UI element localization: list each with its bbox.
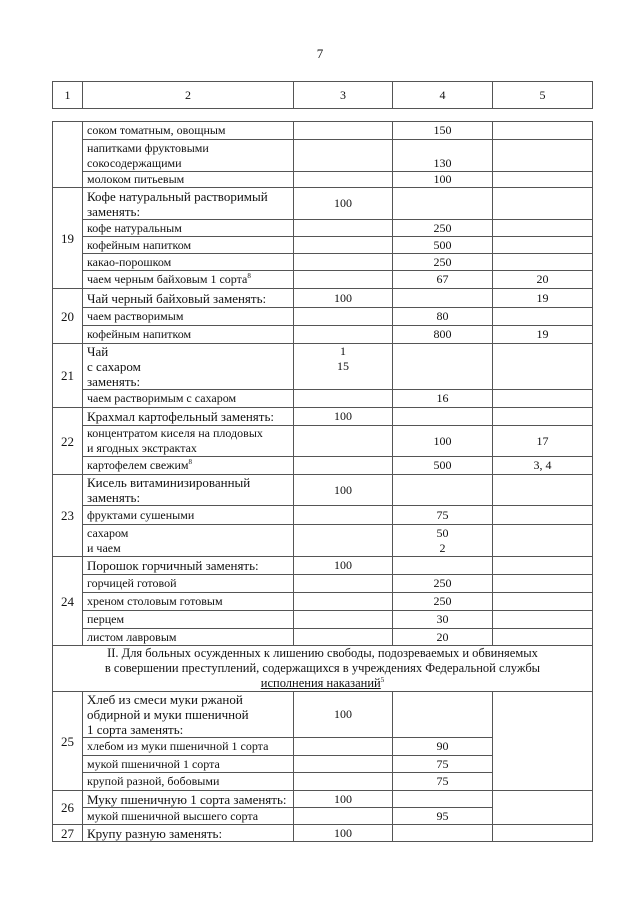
col5-value [493,629,593,646]
product-name: хреном столовым готовым [83,593,294,611]
col5-value: 17 [493,426,593,457]
product-name [83,457,294,475]
table-row [53,525,593,557]
table-row [53,308,593,326]
footnote-mark: 5 [380,675,385,684]
col4-value [393,557,493,575]
product-name-text: картофелем свежим [87,458,189,472]
product-name-line: Кофе натуральный растворимый [87,188,268,204]
col3-value [294,773,393,791]
col4-value [393,188,493,220]
col5-value [493,344,593,390]
col3-value [294,344,393,390]
col5-value [493,140,593,172]
value-line: 2 [439,540,446,555]
product-name-line: Чай [87,344,109,359]
table-row [53,172,593,188]
col3-value: 100 [294,188,393,220]
col3-value: 100 [294,791,393,808]
footnote-mark: 8 [188,458,192,466]
table-row [53,629,593,646]
product-name-line: концентратом киселя на плодовых [87,426,263,440]
col4-value: 250 [393,220,493,237]
col3-value [294,426,393,457]
product-name: листом лавровым [83,629,294,646]
col3-value [294,308,393,326]
col5-value [493,408,593,426]
col4-value [393,692,493,738]
product-name: мукой пшеничной высшего сорта [83,808,294,825]
row-number-cell: 20 [53,289,83,344]
product-name: Муку пшеничную 1 сорта заменять: [83,791,294,808]
table-row [53,611,593,629]
col5-value [493,237,593,254]
table-row [53,390,593,408]
product-name [83,271,294,289]
section-heading-line: в совершении преступлений, содержащихся в учреждениях Федеральной службы [104,661,541,675]
col5-value [493,122,593,140]
col3-value [294,254,393,271]
row-number-cell: 24 [53,557,83,646]
col4-value [393,408,493,426]
col3-value [294,506,393,525]
product-name [83,140,294,172]
product-name-line: обдирной и муки пшеничной [87,707,249,722]
table-row [53,344,593,390]
product-name: хлебом из муки пшеничной 1 сорта [83,738,294,756]
col5-value [493,254,593,271]
product-name-line: заменять: [87,490,141,505]
product-name: кофейным напитком [83,237,294,254]
col5-value [493,525,593,557]
col4-value [393,791,493,808]
section-heading-row [53,646,593,692]
col5-value [493,172,593,188]
table-row [53,289,593,308]
table-row [53,506,593,525]
product-name: кофе натуральным [83,220,294,237]
table-row [53,791,593,808]
col4-value [393,825,493,842]
col4-value: 130 [393,140,493,172]
col4-value: 250 [393,254,493,271]
product-name: Крахмал картофельный заменять: [83,408,294,426]
product-name-line: Кисель витаминизированный [87,475,251,490]
column-header-5: 5 [493,82,593,109]
col5-value [493,557,593,575]
table-row [53,457,593,475]
product-name: мукой пшеничной 1 сорта [83,756,294,773]
col5-value [493,308,593,326]
section-heading-line: исполнения наказаний [260,676,381,690]
table-row [53,140,593,172]
col4-value: 250 [393,593,493,611]
product-name: соком томатным, овощным [83,122,294,140]
table-row [53,122,593,140]
col3-value [294,457,393,475]
col5-value [493,475,593,506]
product-name [83,426,294,457]
col4-value: 20 [393,629,493,646]
col3-value [294,271,393,289]
col4-value [393,475,493,506]
col5-value: 19 [493,326,593,344]
col3-value: 100 [294,475,393,506]
table-row [53,254,593,271]
col5-value [493,593,593,611]
product-name-line: 1 сорта заменять: [87,722,184,737]
col3-value [294,326,393,344]
footnote-mark: 8 [247,272,251,280]
col5-value: 19 [493,289,593,308]
row-number-cell: 25 [53,692,83,791]
row-number-cell [53,122,83,188]
row-number-cell: 22 [53,408,83,475]
column-header-row [53,82,593,109]
col4-value: 75 [393,773,493,791]
table-row [53,408,593,426]
table-row [53,575,593,593]
col5-value: 20 [493,271,593,289]
product-name [83,475,294,506]
product-name-line: и ягодных экстрактах [87,441,197,455]
product-name-line: Хлеб из смеси муки ржаной [87,692,243,707]
product-name: молоком питьевым [83,172,294,188]
col5-value [493,506,593,525]
product-name-line: заменять: [87,374,141,389]
table-row [53,593,593,611]
product-name [83,525,294,557]
row-number-cell: 21 [53,344,83,408]
col4-value: 150 [393,122,493,140]
col4-value: 500 [393,237,493,254]
product-name: Порошок горчичный заменять: [83,557,294,575]
col4-value: 30 [393,611,493,629]
col4-value: 95 [393,808,493,825]
table-row [53,237,593,254]
table-row [53,220,593,237]
col4-value: 90 [393,738,493,756]
row-number-cell: 19 [53,188,83,289]
col3-value: 100 [294,289,393,308]
col3-value [294,575,393,593]
col5-value [493,188,593,220]
column-header-4: 4 [393,82,493,109]
product-name [83,692,294,738]
value-line: 50 [436,525,449,540]
product-name-line: с сахаром [87,359,141,374]
row-number-cell: 23 [53,475,83,557]
col3-value [294,237,393,254]
section-heading-line: II. Для больных осужденных к лишению свободы, подозреваемых и обвиняемых [107,646,538,660]
product-name-line: напитками фруктовыми [87,140,209,155]
col5-value [493,220,593,237]
col4-value: 800 [393,326,493,344]
col3-value: 100 [294,825,393,842]
product-name [83,344,294,390]
product-name-text: чаем черным байховым 1 сорта [87,272,248,286]
col4-value: 250 [393,575,493,593]
product-name: крупой разной, бобовыми [83,773,294,791]
col5-value [493,575,593,593]
col3-value [294,808,393,825]
product-name: перцем [83,611,294,629]
col3-value: 100 [294,557,393,575]
col3-value [294,172,393,188]
value-line: 1 [340,344,346,358]
col3-value [294,611,393,629]
table-row [53,825,593,842]
product-name: Чай черный байховый заменять: [83,289,294,308]
col5-value [493,791,593,825]
col3-value [294,390,393,408]
col3-value [294,756,393,773]
col3-value [294,140,393,172]
col3-value [294,738,393,756]
product-name: горчицей готовой [83,575,294,593]
column-header-table [52,81,593,109]
product-name: Крупу разную заменять: [83,825,294,842]
product-name-line: и чаем [87,540,121,555]
col3-value [294,220,393,237]
col4-value: 500 [393,457,493,475]
table-row [53,426,593,457]
product-name-line: сахаром [87,525,129,540]
col4-value: 67 [393,271,493,289]
product-name: чаем растворимым [83,308,294,326]
table-row [53,475,593,506]
table-row [53,271,593,289]
row-number-cell: 27 [53,825,83,842]
table-row [53,326,593,344]
col3-value [294,629,393,646]
col5-value [493,611,593,629]
column-header-2: 2 [83,82,294,109]
col4-value [393,525,493,557]
col4-value: 16 [393,390,493,408]
col4-value: 100 [393,426,493,457]
product-name-line: сокосодержащими [87,155,182,170]
col4-value: 80 [393,308,493,326]
col3-value: 100 [294,692,393,738]
col3-value: 100 [294,408,393,426]
product-name: кофейным напитком [83,326,294,344]
column-header-1: 1 [53,82,83,109]
row-number-cell: 26 [53,791,83,825]
product-name: чаем растворимым с сахаром [83,390,294,408]
col5-value [493,692,593,791]
table-row [53,557,593,575]
col4-value: 100 [393,172,493,188]
col5-value [493,825,593,842]
column-header-3: 3 [294,82,393,109]
table-row [53,692,593,738]
col3-value [294,122,393,140]
col4-value [393,289,493,308]
col5-value [493,390,593,408]
col4-value: 75 [393,506,493,525]
value-line: 15 [337,359,349,373]
product-name-line: заменять: [87,203,141,219]
product-name: какао-порошком [83,254,294,271]
product-name: фруктами сушеными [83,506,294,525]
col3-value [294,525,393,557]
col4-value [393,344,493,390]
table-row [53,188,593,220]
section-heading [53,646,593,692]
substitution-table [52,121,593,842]
col5-value: 3, 4 [493,457,593,475]
page-number: 7 [316,46,324,61]
col4-value: 75 [393,756,493,773]
col3-value [294,593,393,611]
product-name [83,188,294,220]
